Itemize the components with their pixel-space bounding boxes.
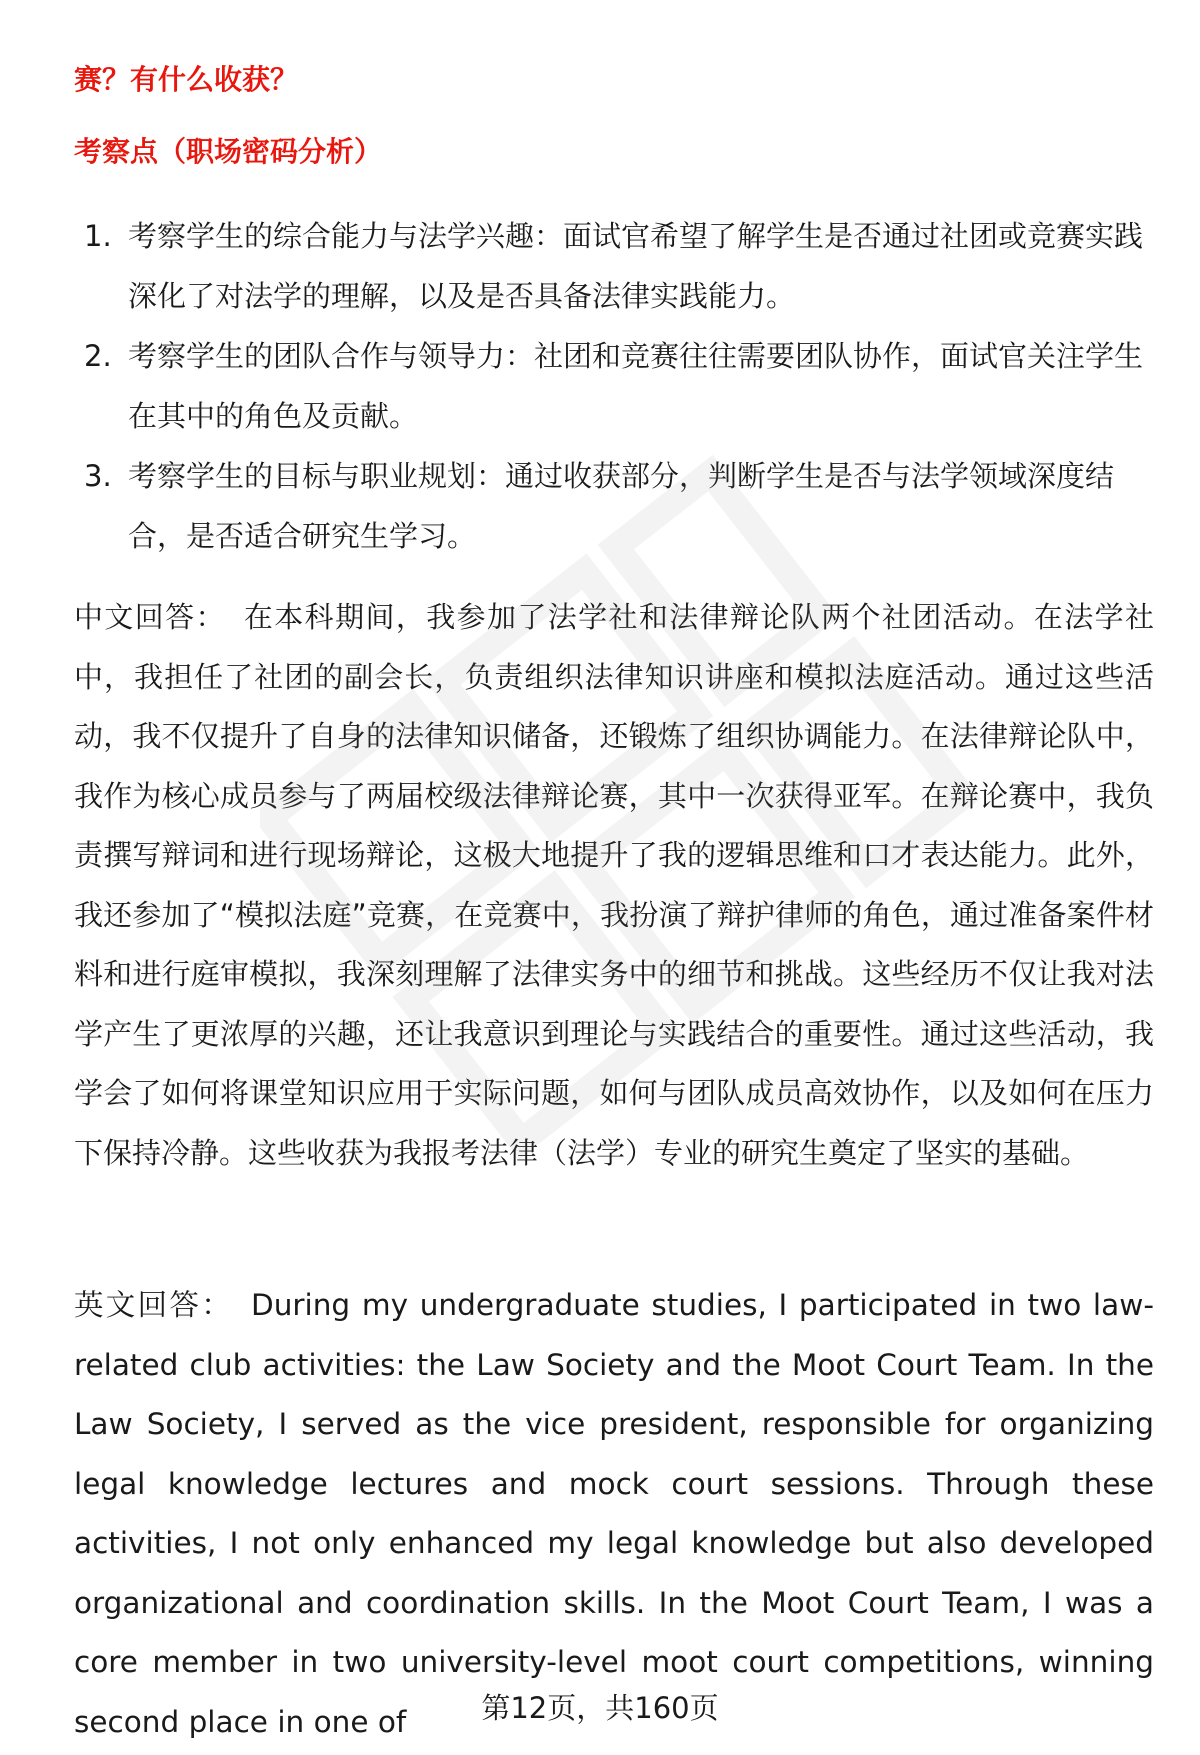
english-answer-text: During my undergraduate studies, I participated in two law-related club activities: the Law Society and the Moot Court Team. In the Law Society, I served as the vice president, responsible for organizing legal knowledge lectures and mock court sessions. Through these activities, I not only enhanced my legal knowledge but also developed organizational and coordination skills. In the Moot Court Team, I was a core member in two university-level moot court competitions, winning second place in one of — [74, 1288, 1154, 1739]
evaluation-points-list — [74, 206, 1154, 566]
list-item-number: 3. — [84, 459, 112, 493]
question-title-tail: 赛？有什么收获？ — [74, 63, 299, 96]
list-item-text: 考察学生的综合能力与法学兴趣：面试官希望了解学生是否通过社团或竞赛实践深化了对法学的理解，以及是否具备法律实践能力。 — [128, 219, 1144, 313]
list-item-number: 2. — [84, 339, 112, 373]
english-answer — [74, 1276, 1154, 1752]
list-item — [74, 206, 1154, 326]
chinese-answer-text: 在本科期间，我参加了法学社和法律辩论队两个社团活动。在法学社中，我担任了社团的副会长，负责组织法律知识讲座和模拟法庭活动。通过这些活动，我不仅提升了自身的法律知识储备，还锻炼了组织协调能力。在法律辩论队中，我作为核心成员参与了两届校级法律辩论赛，其中一次获得亚军。在辩论赛中，我负责撰写辩词和进行现场辩论，这极大地提升了我的逻辑思维和口才表达能力。此外，我还参加了“模拟法庭”竞赛，在竞赛中，我扮演了辩护律师的角色，通过准备案件材料和进行庭审模拟，我深刻理解了法律实务中的细节和挑战。这些经历不仅让我对法学产生了更浓厚的兴趣，还让我意识到理论与实践结合的重要性。通过这些活动，我学会了如何将课堂知识应用于实际问题，如何与团队成员高效协作，以及如何在压力下保持冷静。这些收获为我报考法律（法学）专业的研究生奠定了坚实的基础。 — [74, 600, 1154, 1170]
list-item — [74, 326, 1154, 446]
chinese-answer — [74, 588, 1154, 1183]
list-item-number: 1. — [84, 219, 112, 253]
list-item — [74, 446, 1154, 566]
english-answer-label: 英文回答： — [74, 1288, 233, 1322]
page-footer: 第12页，共160页 — [481, 1691, 719, 1725]
list-item-text: 考察学生的团队合作与领导力：社团和竞赛往往需要团队协作，面试官关注学生在其中的角色及贡献。 — [128, 339, 1144, 433]
section-title: 考察点（职场密码分析） — [74, 135, 383, 168]
list-item-text: 考察学生的目标与职业规划：通过收获部分，判断学生是否与法学领域深度结合，是否适合研究生学习。 — [128, 459, 1115, 553]
chinese-answer-label: 中文回答： — [74, 600, 226, 634]
